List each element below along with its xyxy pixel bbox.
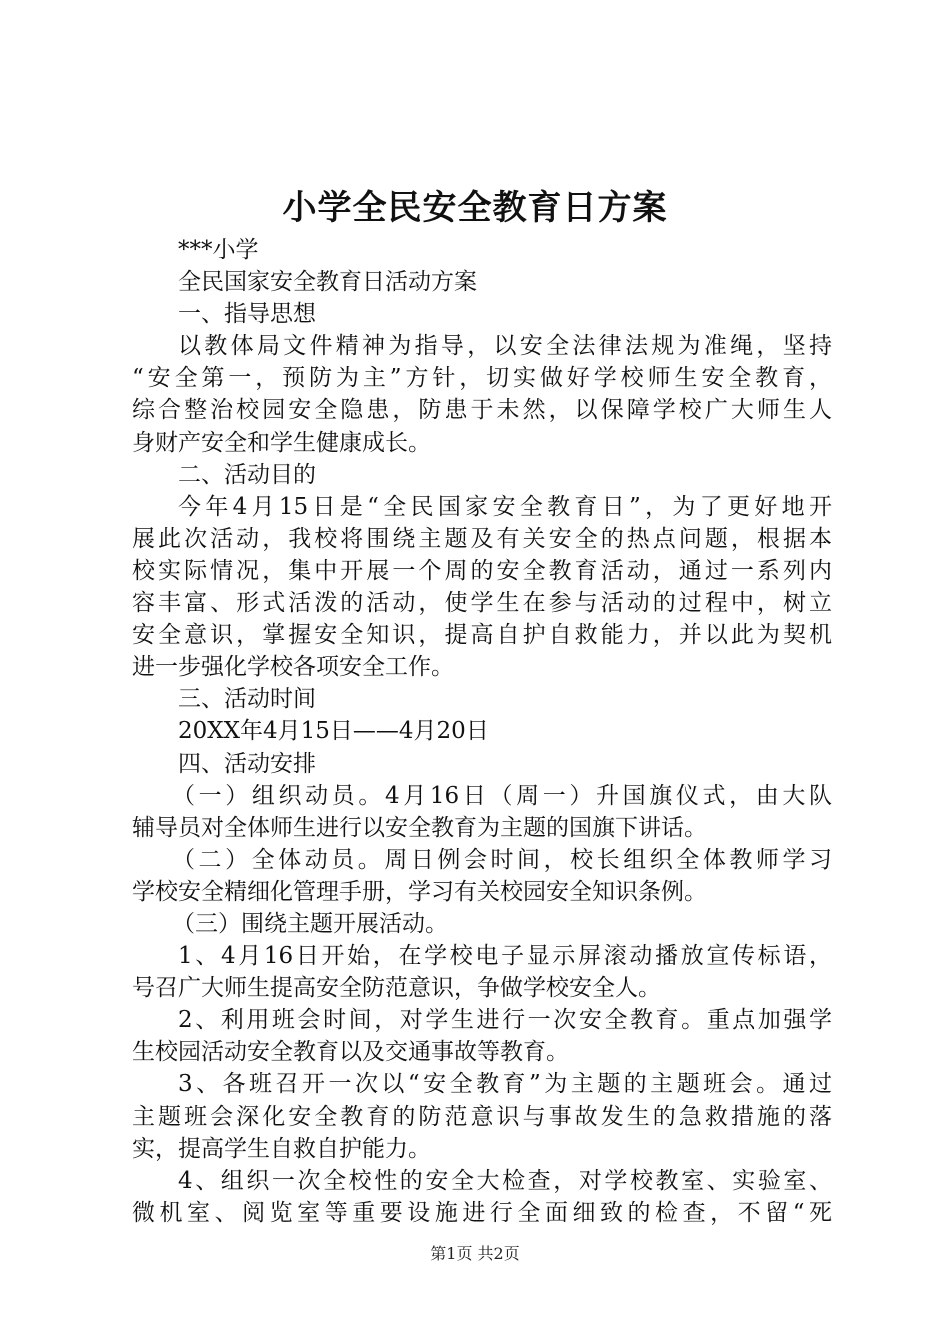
text-line: 实，提高学生自救自护能力。 <box>132 1135 431 1162</box>
text-line: 全民国家安全教育日活动方案 <box>178 269 477 296</box>
text-line: 以教体局文件精神为指导，以安全法律法规为准绳，坚持 <box>178 333 832 360</box>
text-line: 1、4月16日开始，在学校电子显示屏滚动播放宣传标语， <box>178 943 832 970</box>
text-line: 校实际情况，集中开展一个周的安全教育活动，通过一系列内 <box>132 557 832 584</box>
text-line: 3、各班召开一次以“安全教育”为主题的主题班会。通过 <box>178 1071 832 1098</box>
page-footer: 第1页 共2页 <box>430 1244 520 1263</box>
text-line: ***小学 <box>178 237 259 263</box>
text-line: 微机室、阅览室等重要设施进行全面细致的检查，不留“死 <box>132 1199 832 1226</box>
text-line: 进一步强化学校各项安全工作。 <box>132 654 454 681</box>
text-line: （三）围绕主题开展活动。 <box>172 910 448 937</box>
document-body <box>132 234 832 1229</box>
text-line: 展此次活动，我校将围绕主题及有关安全的热点问题，根据本 <box>132 525 832 552</box>
text-line: 容丰富、形式活泼的活动，使学生在参与活动的过程中，树立 <box>132 590 832 617</box>
text-line: 4、组织一次全校性的安全大检查，对学校教室、实验室、 <box>178 1167 832 1194</box>
document-title: 小学全民安全教育日方案 <box>282 188 668 228</box>
text-line: 学校安全精细化管理手册，学习有关校园安全知识条例。 <box>132 878 707 905</box>
text-line: 身财产安全和学生健康成长。 <box>132 429 431 456</box>
text-line: 20XX年4月15日——4月20日 <box>178 718 489 745</box>
text-line: 2、利用班会时间，对学生进行一次安全教育。重点加强学 <box>178 1007 832 1034</box>
text-line: 综合整治校园安全隐患，防患于未然，以保障学校广大师生人 <box>132 397 832 424</box>
text-line: 主题班会深化安全教育的防范意识与事故发生的急救措施的落 <box>132 1103 832 1130</box>
text-line: （二）全体动员。周日例会时间，校长组织全体教师学习 <box>172 846 832 873</box>
section-heading: 三、活动时间 <box>178 686 316 713</box>
text-line: 生校园活动安全教育以及交通事故等教育。 <box>132 1039 569 1066</box>
text-line: 安全意识，掌握安全知识，提高自护自救能力，并以此为契机 <box>132 622 832 649</box>
section-heading: 一、指导思想 <box>178 301 316 328</box>
section-heading: 四、活动安排 <box>178 750 316 777</box>
text-line: 辅导员对全体师生进行以安全教育为主题的国旗下讲话。 <box>132 814 707 841</box>
text-line: 今年4月15日是“全民国家安全教育日”，为了更好地开 <box>178 493 832 520</box>
text-line: “安全第一，预防为主”方针，切实做好学校师生安全教育， <box>132 365 832 392</box>
section-heading: 二、活动目的 <box>178 461 316 488</box>
text-line: （一）组织动员。4月16日（周一）升国旗仪式，由大队 <box>172 782 832 809</box>
text-line: 号召广大师生提高安全防范意识，争做学校安全人。 <box>132 975 661 1002</box>
